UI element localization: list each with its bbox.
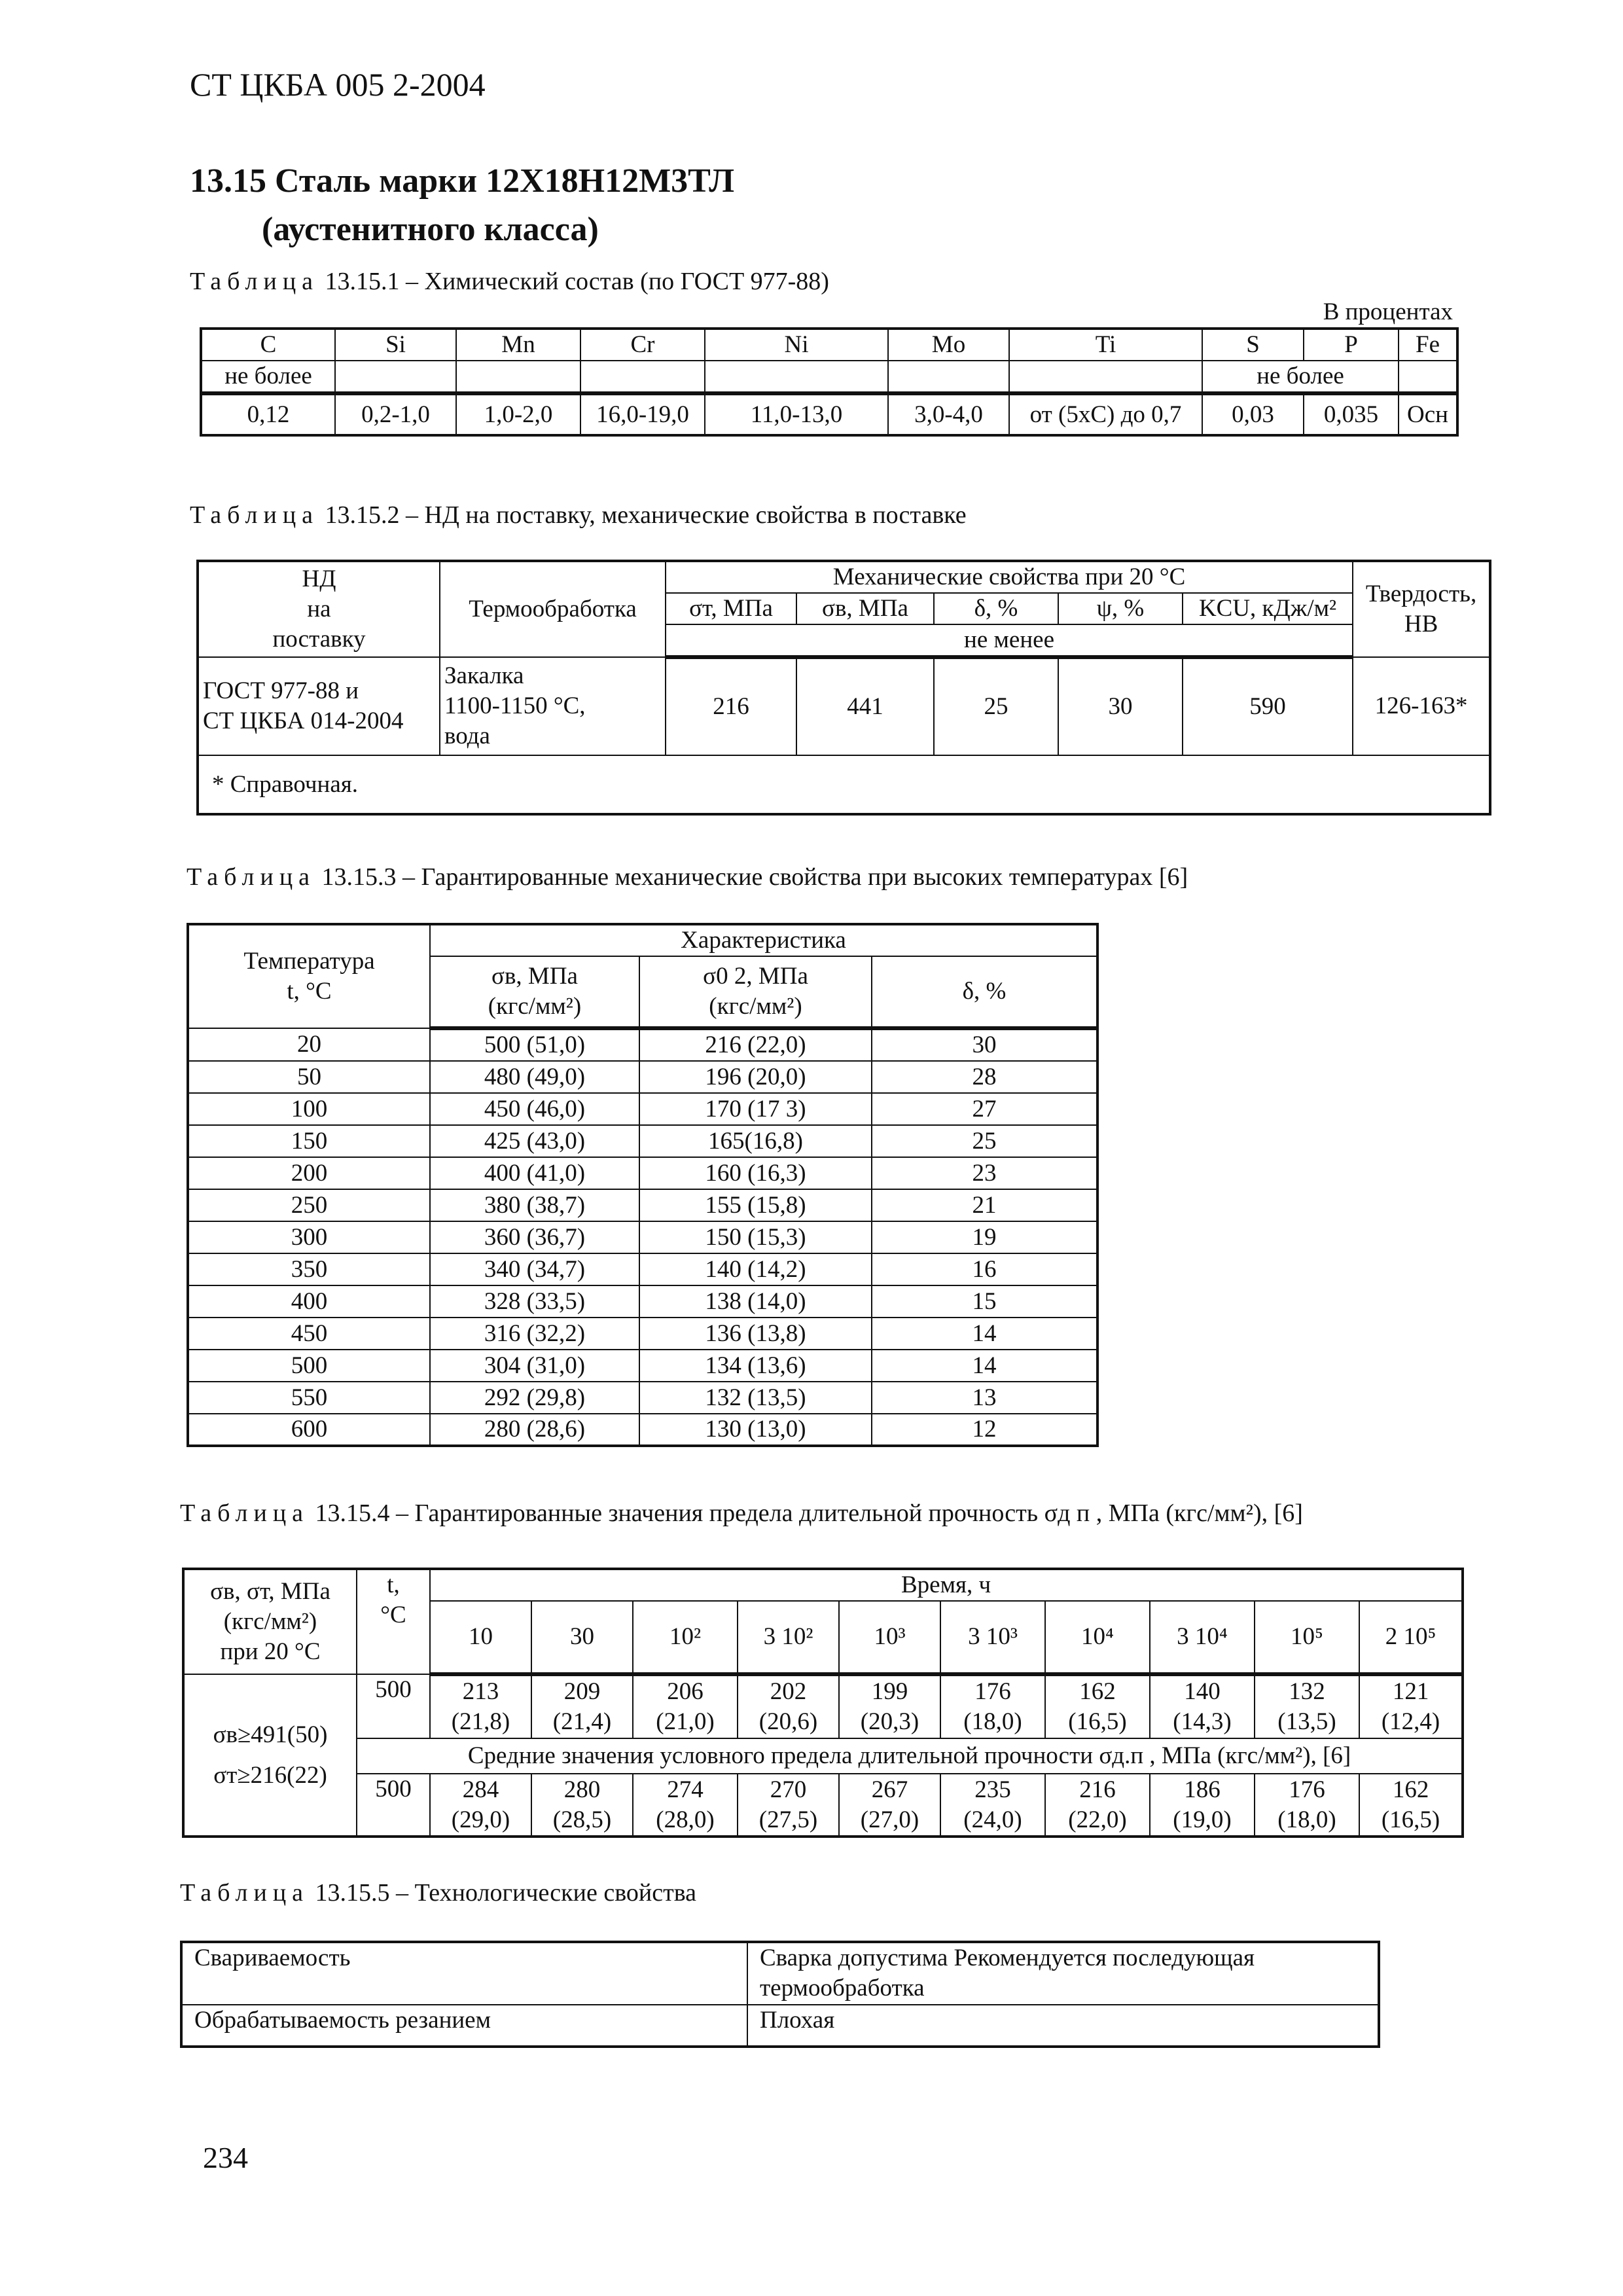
table2-caption-text: 13.15.2 – НД на поставку, механические свойства в поставке — [325, 501, 967, 529]
table3-head-s02: σ0 2, МПа (кгс/мм²) — [639, 956, 872, 1028]
table1-sub-c: не более — [201, 361, 335, 393]
table4-head-time-value: 2 10⁵ — [1359, 1601, 1463, 1674]
section-title-line1: 13.15 Сталь марки 12Х18Н12М3ТЛ — [190, 162, 734, 200]
table1-head-si: Si — [335, 329, 456, 361]
table4-head-time: Время, ч — [430, 1569, 1463, 1601]
table3-cell: 480 (49,0) — [430, 1061, 639, 1093]
table4-value-cell — [1045, 1674, 1150, 1738]
table2-data-row — [198, 657, 1490, 755]
table4-value-mpa: 213 — [462, 1678, 499, 1705]
table4-head-time-value: 10⁵ — [1255, 1601, 1359, 1674]
table3-cell: 100 — [188, 1093, 430, 1125]
table3-cell: 600 — [188, 1414, 430, 1446]
table2-head-col: δ, % — [934, 593, 1058, 624]
table3-cell: 316 (32,2) — [430, 1318, 639, 1350]
table4-value-kgf: (29,0) — [451, 1806, 510, 1833]
table3-cell: 21 — [872, 1189, 1097, 1221]
table3-row — [188, 1157, 1097, 1189]
table3-high-temperature-properties — [187, 923, 1099, 1447]
table4-value-cell — [633, 1774, 738, 1837]
table1-head-fe: Fe — [1399, 329, 1457, 361]
table4-value-mpa: 267 — [871, 1776, 908, 1803]
table1-caption — [190, 267, 829, 296]
table4-head-time-value: 30 — [531, 1601, 633, 1674]
table4-value-mpa: 202 — [770, 1678, 807, 1705]
table2-head-nd: НД на поставку — [198, 561, 440, 657]
table4-value-kgf: (18,0) — [1277, 1806, 1336, 1833]
table3-caption-text: 13.15.3 – Гарантированные механические свойства при высоких температурах [6] — [321, 863, 1188, 891]
table3-row — [188, 1221, 1097, 1253]
table4-value-mpa: 216 — [1079, 1776, 1116, 1803]
table3-cell: 136 (13,8) — [639, 1318, 872, 1350]
table4-head-time-value: 10⁴ — [1045, 1601, 1150, 1674]
table5-prop: Свариваемость — [181, 1942, 747, 2005]
page-number: 234 — [203, 2141, 248, 2174]
table4-value-kgf: (18,0) — [963, 1708, 1022, 1735]
table3-cell: 130 (13,0) — [639, 1414, 872, 1446]
table2-head-col: σв, МПа — [796, 593, 934, 624]
table1-head-mn: Mn — [456, 329, 580, 361]
table4-value-kgf: (21,8) — [451, 1708, 510, 1735]
table3-cell: 134 (13,6) — [639, 1350, 872, 1382]
table1-head-p: P — [1304, 329, 1399, 361]
table1-label: Таблица — [190, 268, 319, 295]
table4-value-kgf: (28,5) — [552, 1806, 612, 1833]
table3-cell: 450 — [188, 1318, 430, 1350]
table3-cell: 15 — [872, 1285, 1097, 1318]
table1-cell: Осн — [1399, 393, 1457, 435]
table3-cell: 16 — [872, 1253, 1097, 1285]
table4-value-kgf: (22,0) — [1068, 1806, 1127, 1833]
table1-header-row — [201, 329, 1457, 361]
table1-subheader-row — [201, 361, 1457, 393]
table3-cell: 196 (20,0) — [639, 1061, 872, 1093]
table3-cell: 27 — [872, 1093, 1097, 1125]
table3-cell: 12 — [872, 1414, 1097, 1446]
table4-value-mpa: 284 — [462, 1776, 499, 1803]
table1-cell: 0,035 — [1304, 393, 1399, 435]
table4-value-cell — [430, 1774, 531, 1837]
table1-cell: 0,2-1,0 — [335, 393, 456, 435]
table3-row — [188, 1028, 1097, 1061]
table1-sub-sp: не более — [1202, 361, 1399, 393]
table5-label: Таблица — [180, 1879, 310, 1907]
table2-note: * Справочная. — [198, 755, 1490, 814]
table2-head-mech: Механические свойства при 20 °С — [666, 561, 1353, 593]
table2-head-hardness: Твердость, НВ — [1353, 561, 1490, 657]
table4-value-mpa: 140 — [1184, 1678, 1221, 1705]
table4-caption-text: 13.15.4 – Гарантированные значения предела длительной прочность σд п , МПа (кгс/мм²), [6] — [315, 1499, 1303, 1527]
table4-value-mpa: 132 — [1289, 1678, 1325, 1705]
table3-row — [188, 1285, 1097, 1318]
table4-value-kgf: (16,5) — [1068, 1708, 1127, 1735]
table1-caption-text: 13.15.1 – Химический состав (по ГОСТ 977-88) — [325, 268, 829, 295]
table4-value-cell — [1150, 1674, 1255, 1738]
table4-value-kgf: (12,4) — [1381, 1708, 1440, 1735]
table3-caption — [187, 863, 1188, 891]
table4-value-mpa: 176 — [1289, 1776, 1325, 1803]
table1-head-s: S — [1202, 329, 1304, 361]
table1-head-c: C — [201, 329, 335, 361]
table3-cell: 450 (46,0) — [430, 1093, 639, 1125]
table4-value-mpa: 274 — [667, 1776, 704, 1803]
table2-value: 590 — [1183, 657, 1353, 755]
table3-cell: 200 — [188, 1157, 430, 1189]
table3-row — [188, 1382, 1097, 1414]
table4-value-cell — [738, 1774, 839, 1837]
table5-caption — [180, 1878, 696, 1907]
table4-value-cell — [1359, 1674, 1463, 1738]
table3-cell: 19 — [872, 1221, 1097, 1253]
table3-cell: 155 (15,8) — [639, 1189, 872, 1221]
table3-cell: 500 — [188, 1350, 430, 1382]
table5-caption-text: 13.15.5 – Технологические свойства — [315, 1879, 696, 1907]
table1-cell: от (5хС) до 0,7 — [1009, 393, 1202, 435]
table3-cell: 170 (17 3) — [639, 1093, 872, 1125]
table3-label: Таблица — [187, 863, 316, 891]
table4-value-kgf: (14,3) — [1173, 1708, 1232, 1735]
table3-cell: 14 — [872, 1318, 1097, 1350]
table4-row-average — [183, 1774, 1463, 1837]
table4-value-mpa: 270 — [770, 1776, 807, 1803]
table4-head-time-value: 3 10⁴ — [1150, 1601, 1255, 1674]
table3-row — [188, 1189, 1097, 1221]
table4-value-cell — [940, 1774, 1045, 1837]
table3-cell: 150 (15,3) — [639, 1221, 872, 1253]
table4-value-kgf: (28,0) — [656, 1806, 715, 1833]
table4-value-mpa: 235 — [974, 1776, 1011, 1803]
table3-head-sv: σв, МПа (кгс/мм²) — [430, 956, 639, 1028]
table4-row2-t: 500 — [357, 1774, 430, 1837]
table3-row — [188, 1061, 1097, 1093]
table4-value-mpa: 162 — [1079, 1678, 1116, 1705]
table4-head-time-value: 3 10³ — [940, 1601, 1045, 1674]
table2-head-col: ψ, % — [1058, 593, 1183, 624]
table3-cell: 30 — [872, 1028, 1097, 1061]
table3-cell: 550 — [188, 1382, 430, 1414]
table4-value-cell — [940, 1674, 1045, 1738]
table4-value-kgf: (24,0) — [963, 1806, 1022, 1833]
table4-value-cell — [1255, 1674, 1359, 1738]
table1-head-cr: Cr — [580, 329, 705, 361]
table4-long-term-strength — [182, 1568, 1464, 1838]
table3-cell: 165(16,8) — [639, 1125, 872, 1157]
table3-row — [188, 1414, 1097, 1446]
table2-caption — [190, 501, 967, 529]
table4-caption — [180, 1499, 1303, 1528]
table5-row — [181, 2005, 1379, 2047]
table3-cell: 280 (28,6) — [430, 1414, 639, 1446]
table3-cell: 500 (51,0) — [430, 1028, 639, 1061]
table4-value-mpa: 206 — [667, 1678, 704, 1705]
table4-row1-t: 500 — [357, 1674, 430, 1738]
table4-value-kgf: (27,5) — [758, 1806, 818, 1833]
table1-cell: 11,0-13,0 — [705, 393, 888, 435]
table4-head-time-value: 3 10² — [738, 1601, 839, 1674]
table4-value-cell — [839, 1674, 940, 1738]
table4-value-cell — [430, 1674, 531, 1738]
table4-value-mpa: 121 — [1392, 1678, 1429, 1705]
table3-body — [188, 1028, 1097, 1446]
table2-heat: Закалка 1100-1150 °С, вода — [440, 657, 666, 755]
table1-cell: 0,12 — [201, 393, 335, 435]
table2-head-heat: Термообработка — [440, 561, 666, 657]
table1-head-mo: Mo — [888, 329, 1009, 361]
table5-row — [181, 1942, 1379, 2005]
table4-head-time-value: 10² — [633, 1601, 738, 1674]
table3-cell: 23 — [872, 1157, 1097, 1189]
table3-cell: 138 (14,0) — [639, 1285, 872, 1318]
table3-cell: 350 — [188, 1253, 430, 1285]
table2-head-min: не менее — [666, 624, 1353, 657]
table3-cell: 400 (41,0) — [430, 1157, 639, 1189]
table4-head-time-value: 10³ — [839, 1601, 940, 1674]
table1-cell: 16,0-19,0 — [580, 393, 705, 435]
table3-cell: 150 — [188, 1125, 430, 1157]
table4-value-cell — [531, 1674, 633, 1738]
table1-data-row — [201, 393, 1457, 435]
table4-row-guaranteed — [183, 1674, 1463, 1738]
table3-cell: 425 (43,0) — [430, 1125, 639, 1157]
table3-cell: 50 — [188, 1061, 430, 1093]
table2-delivery-properties — [196, 560, 1491, 816]
table3-row — [188, 1125, 1097, 1157]
table2-value: 441 — [796, 657, 934, 755]
table4-value-cell — [633, 1674, 738, 1738]
table3-head-temp: Температура t, °С — [188, 924, 430, 1028]
table5-value: Плохая — [747, 2005, 1379, 2047]
table4-value-kgf: (21,4) — [552, 1708, 612, 1735]
table3-cell: 160 (16,3) — [639, 1157, 872, 1189]
table4-head-prop: σв, σт, МПа (кгс/мм²) при 20 °С — [183, 1569, 357, 1674]
table3-cell: 14 — [872, 1350, 1097, 1382]
table1-head-ti: Ti — [1009, 329, 1202, 361]
table3-cell: 300 — [188, 1221, 430, 1253]
table3-cell: 28 — [872, 1061, 1097, 1093]
table4-head-t: t, °С — [357, 1569, 430, 1674]
table4-label: Таблица — [180, 1499, 310, 1527]
table2-label: Таблица — [190, 501, 319, 529]
table3-cell: 140 (14,2) — [639, 1253, 872, 1285]
section-title-line2: (аустенитного класса) — [262, 211, 599, 248]
table4-value-cell — [1150, 1774, 1255, 1837]
table4-value-kgf: (21,0) — [656, 1708, 715, 1735]
table1-unit: В процентах — [1323, 298, 1453, 325]
table3-row — [188, 1350, 1097, 1382]
table4-value-mpa: 199 — [871, 1678, 908, 1705]
table1-cell: 1,0-2,0 — [456, 393, 580, 435]
table4-value-mpa: 162 — [1392, 1776, 1429, 1803]
table4-head-time-value: 10 — [430, 1601, 531, 1674]
table4-value-cell — [1255, 1774, 1359, 1837]
table3-row — [188, 1253, 1097, 1285]
table1-chemical-composition — [200, 327, 1459, 437]
table3-row — [188, 1318, 1097, 1350]
table4-value-cell — [1045, 1774, 1150, 1837]
table5-technological-properties — [180, 1941, 1380, 2048]
table4-value-kgf: (16,5) — [1381, 1806, 1440, 1833]
table2-nd: ГОСТ 977-88 и СТ ЦКБА 014-2004 — [198, 657, 440, 755]
table4-value-cell — [738, 1674, 839, 1738]
table3-cell: 328 (33,5) — [430, 1285, 639, 1318]
table4-value-kgf: (13,5) — [1277, 1708, 1336, 1735]
table1-cell: 3,0-4,0 — [888, 393, 1009, 435]
table4-value-kgf: (20,6) — [758, 1708, 818, 1735]
table2-head-col: KCU, кДж/м² — [1183, 593, 1353, 624]
table1-head-ni: Ni — [705, 329, 888, 361]
table4-value-kgf: (19,0) — [1173, 1806, 1232, 1833]
table3-head-d: δ, % — [872, 956, 1097, 1028]
table4-conditions: σв≥491(50) σт≥216(22) — [183, 1674, 357, 1837]
table3-cell: 340 (34,7) — [430, 1253, 639, 1285]
table2-value: 30 — [1058, 657, 1183, 755]
table3-cell: 250 — [188, 1189, 430, 1221]
table2-head-col: σт, МПа — [666, 593, 796, 624]
table3-cell: 25 — [872, 1125, 1097, 1157]
table3-cell: 132 (13,5) — [639, 1382, 872, 1414]
table1-cell: 0,03 — [1202, 393, 1304, 435]
page-header: СТ ЦКБА 005 2-2004 — [190, 66, 486, 103]
table4-value-cell — [839, 1774, 940, 1837]
table3-cell: 20 — [188, 1028, 430, 1061]
table4-value-cell — [531, 1774, 633, 1837]
table3-cell: 216 (22,0) — [639, 1028, 872, 1061]
table2-value: 25 — [934, 657, 1058, 755]
table3-cell: 13 — [872, 1382, 1097, 1414]
table4-value-mpa: 209 — [563, 1678, 601, 1705]
table4-value-mpa: 186 — [1184, 1776, 1221, 1803]
table4-value-kgf: (20,3) — [860, 1708, 919, 1735]
table4-value-mpa: 280 — [563, 1776, 601, 1803]
table3-cell: 292 (29,8) — [430, 1382, 639, 1414]
table4-value-mpa: 176 — [974, 1678, 1011, 1705]
table2-hardness: 126-163* — [1353, 657, 1490, 755]
table3-cell: 380 (38,7) — [430, 1189, 639, 1221]
table5-prop: Обрабатываемость резанием — [181, 2005, 747, 2047]
table3-cell: 304 (31,0) — [430, 1350, 639, 1382]
table3-head-char: Характеристика — [430, 924, 1097, 956]
section-title — [190, 157, 734, 254]
table4-mid-caption: Средние значения условного предела длительной прочности σд.п , МПа (кгс/мм²), [6] — [357, 1738, 1463, 1774]
table3-cell: 400 — [188, 1285, 430, 1318]
table3-cell: 360 (36,7) — [430, 1221, 639, 1253]
table5-value: Сварка допустима Рекомендуется последующая термообработка — [747, 1942, 1379, 2005]
table3-row — [188, 1093, 1097, 1125]
table2-value: 216 — [666, 657, 796, 755]
table4-value-kgf: (27,0) — [860, 1806, 919, 1833]
table4-value-cell — [1359, 1774, 1463, 1837]
